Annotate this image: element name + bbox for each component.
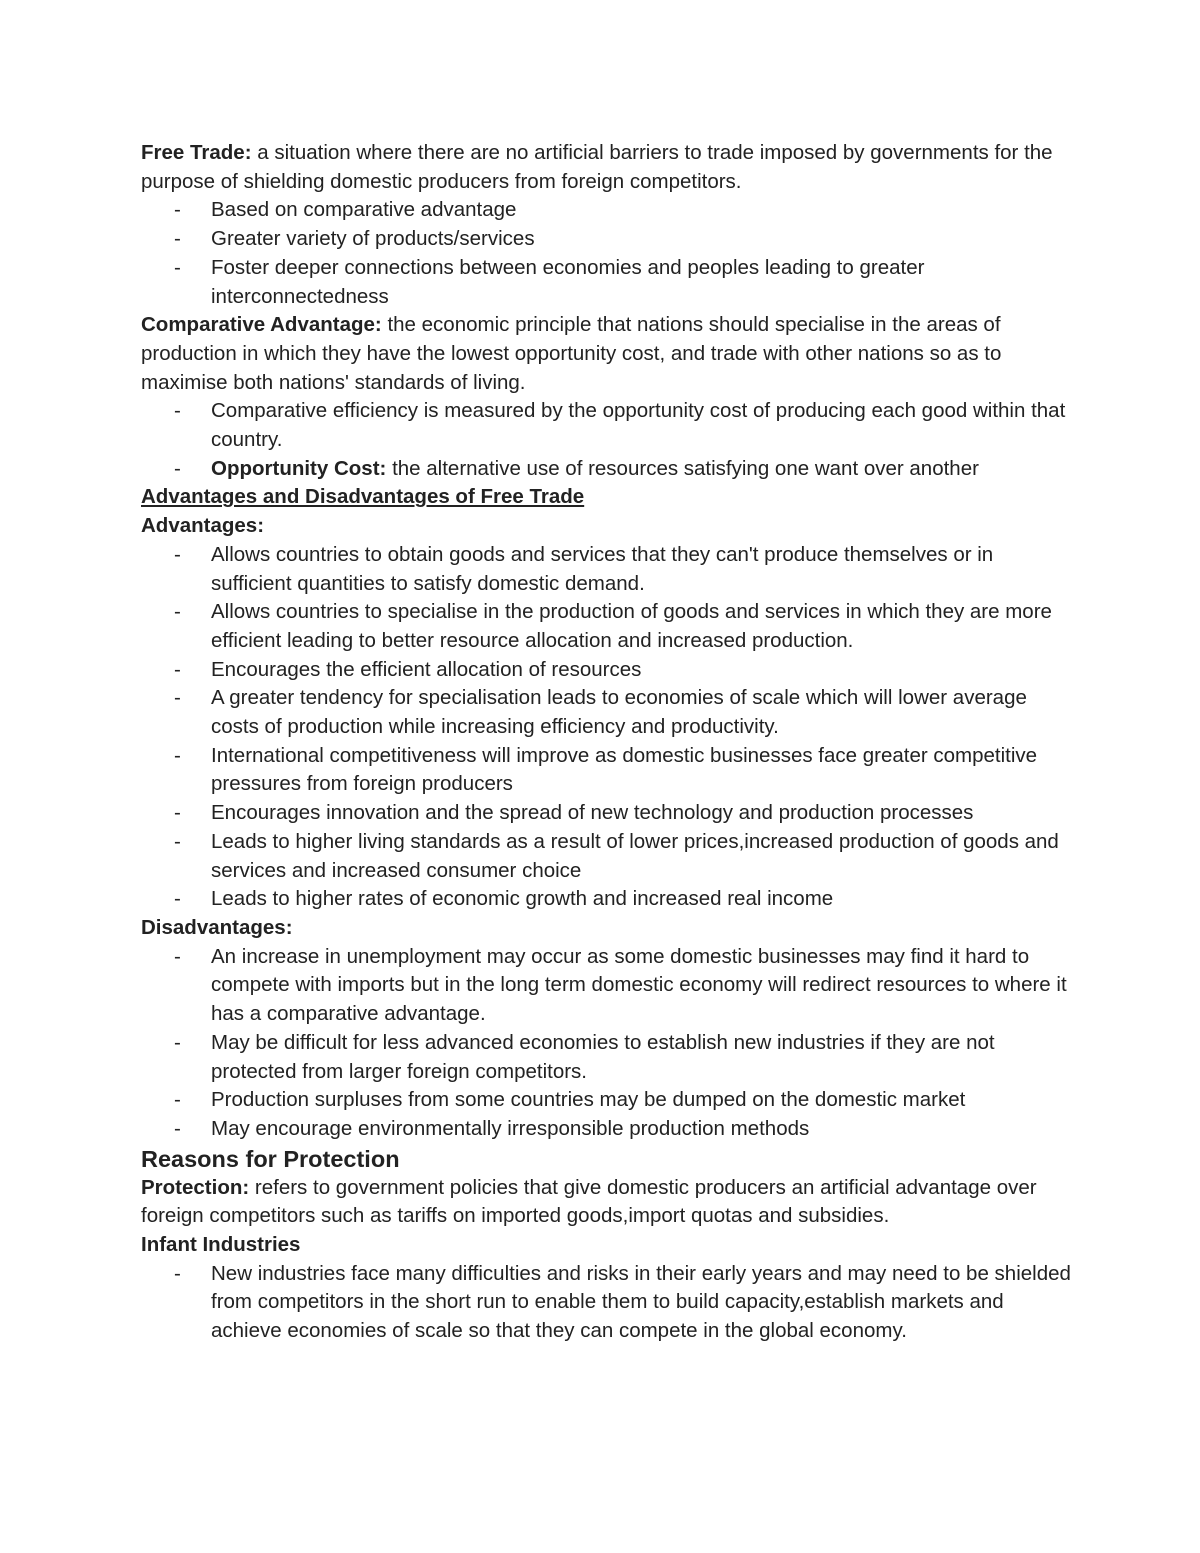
dash-bullet: - [174, 1116, 181, 1140]
list-item [141, 196, 1071, 225]
free-trade-text: a situation where there are no artificial barriers to trade imposed by governments for the purpose of shielding domestic producers from foreign competitors. [141, 141, 1053, 193]
disadvantages-label: Disadvantages: [141, 915, 293, 939]
comparative-advantage-definition [141, 311, 1071, 397]
list-item-text: Leads to higher living standards as a result of lower prices,increased production of goods and services and increased consumer choice [211, 829, 1059, 882]
list-item-text: May be difficult for less advanced economies to establish new industries if they are not protected from larger foreign competitors. [211, 1030, 995, 1083]
disadvantages-list [141, 943, 1071, 1144]
list-item [141, 684, 1071, 741]
comparative-advantage-list [141, 397, 1071, 483]
protection-text: refers to government policies that give domestic producers an artificial advantage over foreign competitors such as tariffs on imported goods,import quotas and subsidies. [141, 1175, 1037, 1228]
list-item [141, 455, 1071, 484]
advantages-label: Advantages: [141, 514, 265, 538]
dash-bullet: - [174, 255, 181, 279]
dash-bullet: - [174, 887, 181, 911]
list-item [141, 598, 1071, 655]
list-item [141, 397, 1071, 454]
dash-bullet: - [174, 399, 181, 423]
list-item [141, 943, 1071, 1029]
dash-bullet: - [174, 1261, 181, 1285]
list-item-text: Based on comparative advantage [211, 198, 517, 222]
dash-bullet: - [174, 542, 181, 566]
list-item-text: New industries face many difficulties and risks in their early years and may need to be shielded from competitors in the short run to enable them to build capacity,establish markets and achieve economies of scale so that they can compete in the global economy. [211, 1261, 1071, 1343]
dash-bullet: - [174, 657, 181, 681]
list-item-text: A greater tendency for specialisation leads to economies of scale which will lower average costs of production while increasing efficiency and productivity. [211, 686, 1027, 739]
free-trade-term: Free Trade: [141, 141, 252, 164]
list-item [141, 254, 1071, 311]
list-item-text: An increase in unemployment may occur as some domestic businesses may find it hard to compete with imports but in the long term domestic economy will redirect resources to where it has a comparative advantage. [211, 944, 1067, 1026]
list-item [141, 656, 1071, 685]
opportunity-cost-text: the alternative use of resources satisfying one want over another [386, 456, 979, 480]
protection-heading: Reasons for Protection [141, 1145, 400, 1172]
list-item-text: Allows countries to obtain goods and services that they can't produce themselves or in sufficient quantities to satisfy domestic demand. [211, 542, 994, 595]
list-item [141, 885, 1071, 914]
list-item [141, 799, 1071, 828]
protection-term: Protection: [141, 1175, 250, 1199]
list-item-text: Encourages innovation and the spread of new technology and production processes [211, 801, 974, 825]
list-item [141, 541, 1071, 598]
dash-bullet: - [174, 456, 181, 480]
list-item-text: May encourage environmentally irresponsible production methods [211, 1116, 810, 1140]
document-body [141, 139, 1071, 1346]
list-item [141, 1086, 1071, 1115]
dash-bullet: - [174, 743, 181, 767]
free-trade-list [141, 196, 1071, 311]
list-item-text: Foster deeper connections between economies and peoples leading to greater interconnectedness [211, 255, 925, 308]
protection-definition [141, 1174, 1071, 1231]
dash-bullet: - [174, 686, 181, 710]
list-item-text: Comparative efficiency is measured by the opportunity cost of producing each good within that country. [211, 399, 1066, 452]
list-item-text: Leads to higher rates of economic growth and increased real income [211, 887, 834, 911]
list-item [141, 828, 1071, 885]
list-item-text: Allows countries to specialise in the production of goods and services in which they are more efficient leading to better resource allocation and increased production. [211, 600, 1052, 652]
comparative-advantage-text: the economic principle that nations should specialise in the areas of production in which they have the lowest opportunity cost, and trade with other nations so as to maximise both nations' standards of living. [141, 313, 1002, 394]
list-item [141, 742, 1071, 799]
free-trade-definition [141, 139, 1071, 196]
dash-bullet: - [174, 198, 181, 222]
dash-bullet: - [174, 227, 181, 251]
list-item [141, 1260, 1071, 1346]
advantages-list [141, 541, 1071, 914]
dash-bullet: - [174, 1088, 181, 1112]
dash-bullet: - [174, 944, 181, 968]
list-item-text: International competitiveness will improve as domestic businesses face greater competitive pressures from foreign producers [211, 743, 1038, 796]
comparative-advantage-term: Comparative Advantage: [141, 313, 382, 337]
dash-bullet: - [174, 829, 181, 853]
opportunity-cost-term: Opportunity Cost: [211, 456, 387, 480]
list-item-text: Encourages the efficient allocation of resources [211, 657, 642, 681]
list-item [141, 1029, 1071, 1086]
dash-bullet: - [174, 600, 181, 624]
list-item [141, 225, 1071, 254]
infant-industries-label: Infant Industries [141, 1233, 301, 1257]
list-item [141, 1115, 1071, 1144]
infant-industries-list [141, 1260, 1071, 1346]
list-item-text: Production surpluses from some countries may be dumped on the domestic market [211, 1088, 966, 1112]
adv-disadv-heading: Advantages and Disadvantages of Free Trade [141, 485, 585, 509]
list-item-text: Greater variety of products/services [211, 227, 535, 251]
dash-bullet: - [174, 1030, 181, 1054]
dash-bullet: - [174, 801, 181, 825]
